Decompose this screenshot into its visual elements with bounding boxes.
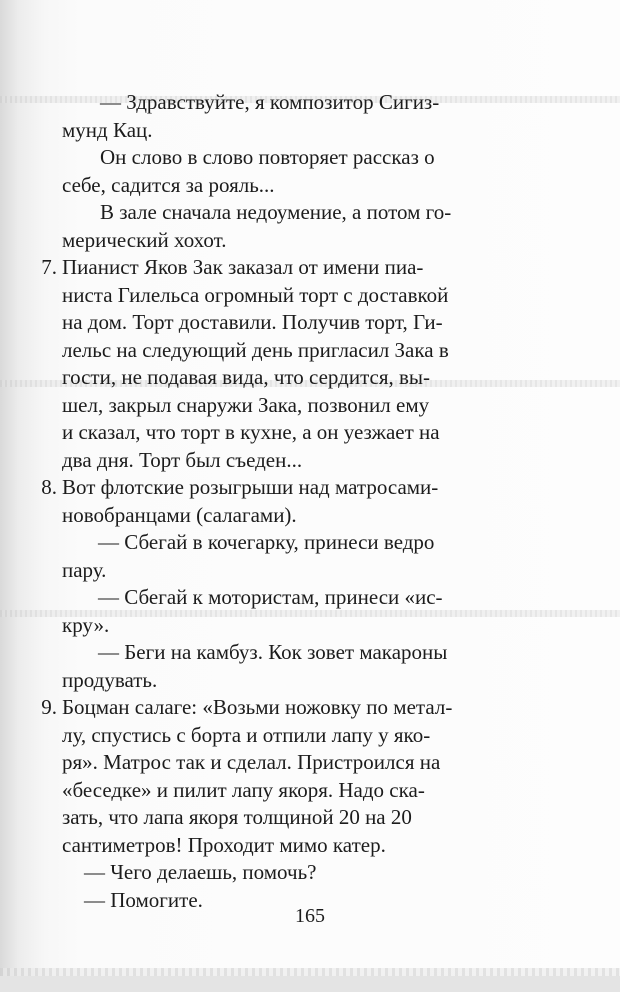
text-line: пару. (62, 557, 107, 582)
text-line: зать, что лапа якоря толщиной 20 на 20 (62, 805, 412, 829)
text-line: Он слово в слово повторяет рассказ о (100, 145, 435, 169)
text-line: — Беги на камбуз. Кок зовет макароны (98, 640, 448, 664)
text-line: «беседке» и пилит лапу якоря. Надо ска- (62, 777, 425, 802)
item-number: 7. (41, 255, 57, 279)
text-line: — Помогите. (84, 887, 203, 912)
text-line: сантиметров! Проходит мимо катер. (62, 832, 386, 857)
text-line: — Сбегай к мотористам, принеси «ис- (98, 585, 443, 609)
text-line: и сказал, что торт в кухне, а он уезжает на (62, 420, 440, 444)
text-line: кру». (62, 612, 110, 637)
text-line: ря». Матрос так и сделал. Пристроился на (62, 750, 441, 774)
item-number: 8. (41, 475, 57, 499)
text-line: новобранцами (салагами). (62, 502, 297, 527)
text-line: Вот флотские розыгрыши над матросами- (62, 475, 439, 499)
text-line: лу, спустись с борта и отпили лапу у яко- (62, 722, 431, 747)
text-line: В зале сначала недоумение, а потом го- (100, 200, 452, 224)
text-line: — Здравствуйте, я композитор Сигиз- (100, 90, 440, 114)
text-line: — Сбегай в кочегарку, принеси ведро (98, 530, 435, 554)
text-line: Боцман салаге: «Возьми ножовку по метал- (62, 695, 453, 719)
list-item (41, 254, 514, 474)
page-number: 165 (295, 905, 325, 927)
text-line: на дом. Торт доставили. Получив торт, Ги- (62, 310, 443, 334)
text-line: продувать. (62, 667, 158, 692)
text-line: мерический хохот. (62, 227, 227, 252)
text-line: себе, садится за рояль... (62, 172, 275, 197)
text-line: Пианист Яков Зак заказал от имени пиа- (62, 255, 424, 279)
list-item (41, 474, 514, 694)
text-line: ниста Гилельса огромный торт с доставкой (62, 282, 449, 307)
page-edge-texture (0, 968, 620, 976)
text-line: мунд Кац. (62, 117, 153, 142)
page-body (41, 89, 514, 914)
text-line: лельс на следующий день пригласил Зака в (62, 337, 449, 362)
list-item (41, 694, 514, 914)
item-number: 9. (41, 695, 57, 719)
text-line: — Чего делаешь, помочь? (84, 860, 317, 884)
text-line: шел, закрыл снаружи Зака, позвонил ему (62, 392, 430, 417)
page-bottom-edge (0, 976, 620, 992)
text-line: гости, не подавая вида, что сердится, вы- (62, 365, 431, 389)
text-line: два дня. Торт был съеден... (62, 447, 303, 472)
